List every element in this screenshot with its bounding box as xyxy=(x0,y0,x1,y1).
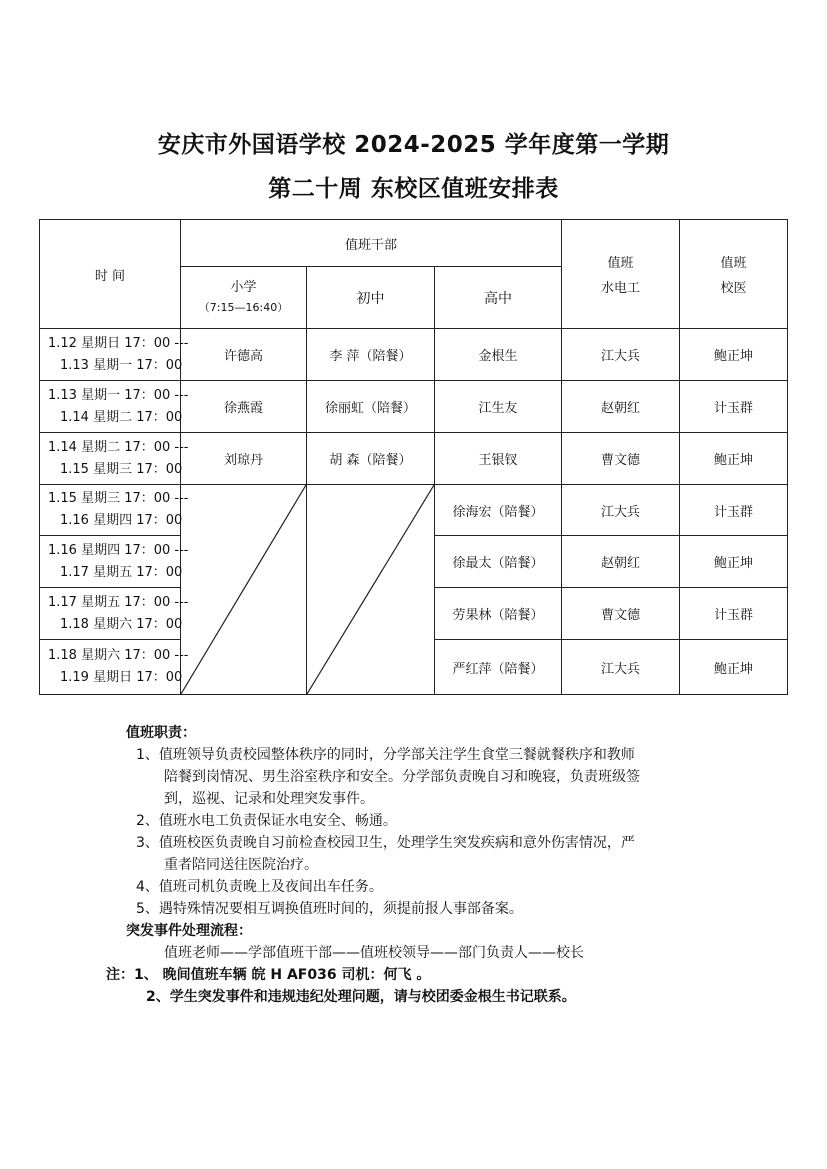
electrician-cell: 曹文德 xyxy=(562,433,680,485)
duty-item: 4、值班司机负责晚上及夜间出车任务。 xyxy=(136,879,383,895)
doctor-cell: 鲍正坤 xyxy=(680,433,788,485)
electrician-cell: 赵朝红 xyxy=(562,381,680,433)
time-end: 1.15 星期三 17：00 xyxy=(60,461,183,477)
time-cell xyxy=(40,485,189,536)
time-end: 1.19 星期日 17：00 xyxy=(60,670,183,685)
time-cell xyxy=(40,640,189,695)
diagonal-slash xyxy=(307,485,434,694)
senior-cell: 徐海宏（陪餐） xyxy=(435,485,562,536)
duty-item-cont: 重者陪同送往医院治疗。 xyxy=(164,857,318,873)
senior-cell: 金根生 xyxy=(435,329,562,381)
table-row xyxy=(40,329,788,381)
electrician-cell: 江大兵 xyxy=(562,485,680,536)
electrician-cell: 赵朝红 xyxy=(562,536,680,588)
duty-item: 1、值班领导负责校园整体秩序的同时，分学部关注学生食堂三餐就餐秩序和教师 xyxy=(136,747,635,763)
duty-schedule-table xyxy=(39,219,788,695)
time-start: 1.17 星期五 17：00 --- xyxy=(48,594,189,610)
header-electrician-line2: 水电工 xyxy=(600,281,640,296)
time-end: 1.13 星期一 17：00 xyxy=(60,357,183,373)
doctor-cell: 鲍正坤 xyxy=(680,536,788,588)
primary-cell: 刘琼丹 xyxy=(181,433,307,485)
junior-cell: 胡 森（陪餐） xyxy=(307,433,435,485)
time-end: 1.16 星期四 17：00 xyxy=(60,513,183,528)
header-cadre: 值班干部 xyxy=(181,220,562,267)
header-time: 时 间 xyxy=(40,220,181,329)
header-primary xyxy=(181,267,307,329)
process-flow: 值班老师——学部值班干部——值班校领导——部门负责人——校长 xyxy=(164,945,584,961)
note-contact: 2、学生突发事件和违规违纪处理问题，请与校团委金根生书记联系。 xyxy=(146,989,576,1005)
doctor-cell: 计玉群 xyxy=(680,485,788,536)
junior-empty-cell xyxy=(307,485,435,695)
header-senior: 高中 xyxy=(435,267,562,329)
time-cell xyxy=(40,381,189,433)
senior-cell: 劳果林（陪餐） xyxy=(435,588,562,640)
header-primary-label: 小学 xyxy=(230,279,257,295)
doctor-cell: 鲍正坤 xyxy=(680,329,788,381)
doctor-cell: 鲍正坤 xyxy=(680,640,788,695)
document-title: 安庆市外国语学校 2024-2025 学年度第一学期 xyxy=(157,132,670,158)
time-start: 1.12 星期日 17：00 --- xyxy=(48,335,189,351)
process-title: 突发事件处理流程： xyxy=(126,923,252,939)
junior-cell: 徐丽虹（陪餐） xyxy=(307,381,435,433)
table-row xyxy=(40,485,788,536)
time-cell xyxy=(40,588,189,640)
senior-cell: 严红萍（陪餐） xyxy=(435,640,562,695)
electrician-cell: 江大兵 xyxy=(562,640,680,695)
time-end: 1.18 星期六 17：00 xyxy=(60,616,183,632)
junior-cell: 李 萍（陪餐） xyxy=(307,329,435,381)
diagonal-slash xyxy=(181,485,306,694)
table-row xyxy=(40,381,788,433)
doctor-cell: 计玉群 xyxy=(680,381,788,433)
primary-cell: 徐燕霞 xyxy=(181,381,307,433)
time-end: 1.14 星期二 17：00 xyxy=(60,409,183,425)
electrician-cell: 曹文德 xyxy=(562,588,680,640)
time-cell xyxy=(40,329,189,381)
duty-item: 5、遇特殊情况要相互调换值班时间的，须提前报人事部备案。 xyxy=(136,901,523,917)
duty-item-cont: 到，巡视、记录和处理突发事件。 xyxy=(164,791,374,807)
header-doctor-line1: 值班 xyxy=(720,256,747,271)
time-cell xyxy=(40,433,189,485)
time-start: 1.14 星期二 17：00 --- xyxy=(48,439,189,455)
document-subtitle: 第二十周 东校区值班安排表 xyxy=(268,176,559,202)
time-start: 1.18 星期六 17：00 --- xyxy=(48,648,189,663)
senior-cell: 徐最太（陪餐） xyxy=(435,536,562,588)
duties-title: 值班职责： xyxy=(126,725,196,741)
time-start: 1.16 星期四 17：00 --- xyxy=(48,542,189,558)
note-vehicle: 注：1、 晚间值班车辆 皖 H AF036 司机：何飞 。 xyxy=(106,967,431,983)
time-cell xyxy=(40,536,189,588)
electrician-cell: 江大兵 xyxy=(562,329,680,381)
duty-item-cont: 陪餐到岗情况、男生浴室秩序和安全。分学部负责晚自习和晚寝，负责班级签 xyxy=(164,769,640,785)
duty-item: 2、值班水电工负责保证水电安全、畅通。 xyxy=(136,813,397,829)
time-start: 1.13 星期一 17：00 --- xyxy=(48,387,189,403)
doctor-cell: 计玉群 xyxy=(680,588,788,640)
table-row xyxy=(40,433,788,485)
header-doctor-line2: 校医 xyxy=(720,281,747,296)
time-start: 1.15 星期三 17：00 --- xyxy=(48,491,189,506)
header-primary-hours: （7:15—16:40） xyxy=(198,300,289,314)
senior-cell: 江生友 xyxy=(435,381,562,433)
duty-item: 3、值班校医负责晚自习前检查校园卫生，处理学生突发疾病和意外伤害情况，严 xyxy=(136,835,635,851)
time-end: 1.17 星期五 17：00 xyxy=(60,564,183,580)
header-doctor xyxy=(680,220,788,329)
header-electrician-line1: 值班 xyxy=(607,256,634,271)
senior-cell: 王银钗 xyxy=(435,433,562,485)
header-electrician xyxy=(562,220,680,329)
header-junior: 初中 xyxy=(307,267,435,329)
primary-cell: 许德高 xyxy=(181,329,307,381)
primary-empty-cell xyxy=(181,485,307,695)
